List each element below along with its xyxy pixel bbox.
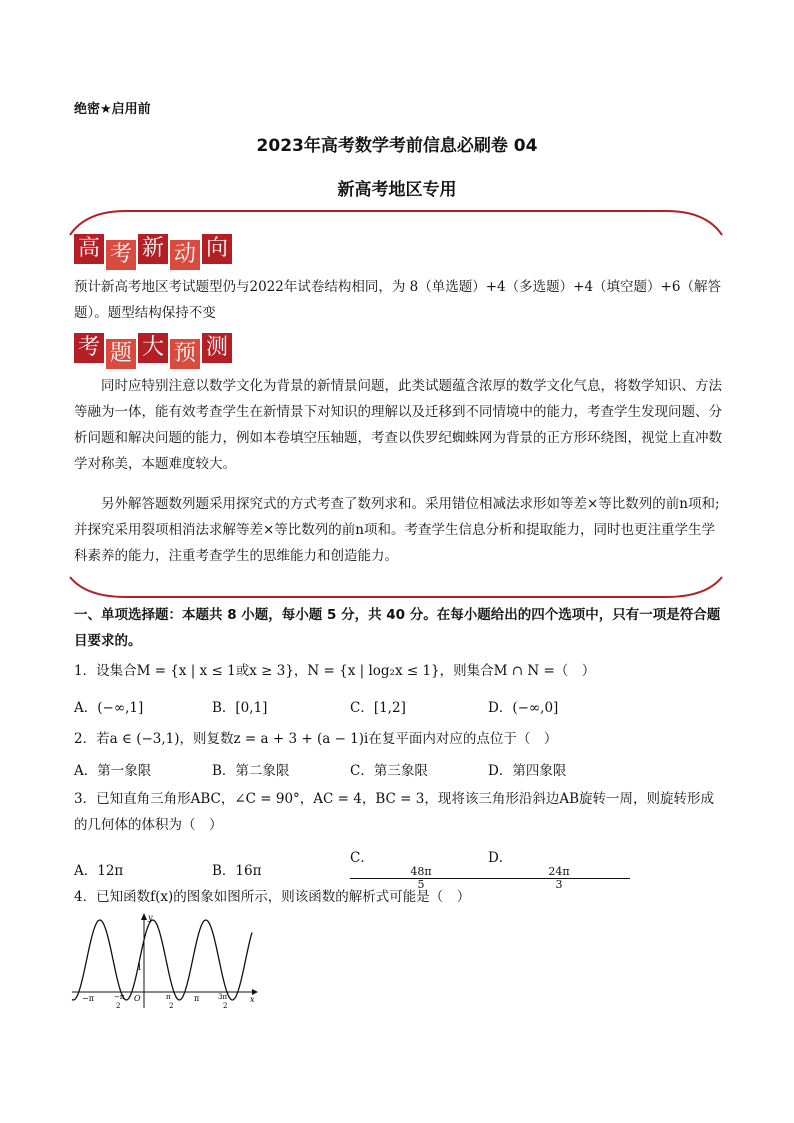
fraction-denominator: 3 bbox=[555, 878, 563, 891]
banner-char: 动 bbox=[170, 240, 200, 270]
question-3-options bbox=[74, 846, 724, 891]
banner-new-trends bbox=[74, 234, 234, 270]
intro-paragraph: 预计新高考地区考试题型仍与2022年试卷结构相同，为 8（单选题）+4（多选题）+4（填空题）+6（解答题）。题型结构保持不变 bbox=[74, 279, 721, 321]
option-b: B．16π bbox=[212, 862, 262, 879]
question-1-stem: 1．设集合M = {x | x ≤ 1或x ≥ 3}，N = {x | log₂x ≤ 1}，则集合M ∩ N =（ ） bbox=[74, 663, 596, 679]
fraction-numerator: 48π bbox=[350, 866, 492, 879]
question-3-stem: 3．已知直角三角形ABC，∠C = 90°，AC = 4，BC = 3，现将该三角形沿斜边AB旋转一周，则旋转形成的几何体的体积为（ ） bbox=[74, 791, 715, 833]
fraction-denominator: 5 bbox=[417, 878, 425, 891]
option-b: B．第二象限 bbox=[212, 763, 290, 779]
tick-label: π bbox=[166, 993, 171, 1001]
banner-char: 大 bbox=[138, 333, 168, 363]
tick-label: π bbox=[194, 994, 200, 1003]
question-2-stem: 2．若a ∈ (−3,1)，则复数z = a + 3 + (a − 1)i在复平面内对应的点位于（ ） bbox=[74, 731, 558, 747]
paper-subtitle: 新高考地区专用 bbox=[337, 180, 457, 200]
x-axis-label: x bbox=[250, 995, 255, 1004]
option-c: C．第三象限 bbox=[350, 763, 428, 779]
option-c bbox=[350, 846, 488, 891]
option-d: D．第四象限 bbox=[488, 763, 567, 779]
option-a: A．(−∞,1] bbox=[74, 700, 144, 716]
option-c-label: C． bbox=[350, 850, 374, 866]
tick-label-den: 2 bbox=[116, 1002, 121, 1010]
option-d: D．(−∞,0] bbox=[488, 700, 559, 716]
option-a: A．第一象限 bbox=[74, 763, 152, 779]
question-2-options bbox=[74, 759, 724, 779]
banner-char: 向 bbox=[202, 234, 232, 264]
prediction-paragraph-1: 同时应特别注意以数学文化为背景的新情景问题，此类试题蕴含浓厚的数学文化气息，将数学知识、方法等融为一体，能有效考查学生在新情景下对知识的理解以及迁移到不同情境中的能力，考查学生发现问题、分析问题和解决问题的能力，例如本卷填空压轴题，考查以佚罗纪蜘蛛网为背景的正方形环绕图，视觉上直冲数学对称美，本题难度较大。 bbox=[74, 378, 722, 472]
question-1-options bbox=[74, 696, 724, 716]
y-one-label: 1 bbox=[137, 963, 143, 972]
option-a: A．12π bbox=[74, 862, 124, 879]
banner-char: 测 bbox=[202, 333, 232, 363]
paper-title: 2023年高考数学考前信息必刷卷 04 bbox=[256, 136, 538, 156]
question-4-stem: 4．已知函数f(x)的图象如图所示，则该函数的解析式可能是（ ） bbox=[74, 889, 471, 905]
banner-char: 高 bbox=[74, 234, 104, 264]
option-b: B．[0,1] bbox=[212, 700, 268, 716]
option-d-label: D． bbox=[488, 850, 513, 866]
origin-label: O bbox=[134, 994, 141, 1003]
prediction-paragraph-2: 另外解答题数列题采用探究式的方式考查了数列求和。采用错位相减法求形如等差×等比数列的前n项和; 并探究采用裂项相消法求解等差×等比数列的前n项和。考查学生信息分析和提取能力，同时也更注重学生学科素养的能力，注重考查学生的思维能力和创造能力。 bbox=[74, 496, 720, 564]
banner-prediction bbox=[74, 333, 234, 369]
banner-char: 题 bbox=[106, 339, 136, 369]
y-axis-label: y bbox=[148, 913, 153, 922]
y-axis-arrow bbox=[141, 913, 147, 920]
banner-char: 考 bbox=[106, 240, 136, 270]
option-d bbox=[488, 846, 626, 891]
banner-char: 预 bbox=[170, 339, 200, 369]
banner-char: 新 bbox=[138, 234, 168, 264]
fraction-numerator: 24π bbox=[488, 866, 630, 879]
secret-label: 绝密★启用前 bbox=[74, 102, 151, 117]
option-c: C．[1,2] bbox=[350, 700, 406, 716]
tick-label: 3π bbox=[218, 993, 228, 1001]
function-curve bbox=[72, 920, 252, 1000]
banner-char: 考 bbox=[74, 333, 104, 363]
tick-label-den: 2 bbox=[169, 1002, 174, 1010]
function-graph bbox=[70, 910, 260, 1010]
tick-label-den: 2 bbox=[223, 1002, 228, 1010]
tick-label: −π bbox=[82, 994, 94, 1003]
section-heading: 一、单项选择题：本题共 8 小题，每小题 5 分，共 40 分。在每小题给出的四个选项中，只有一项是符合题目要求的。 bbox=[74, 607, 721, 649]
tick-label: −π bbox=[114, 993, 125, 1001]
